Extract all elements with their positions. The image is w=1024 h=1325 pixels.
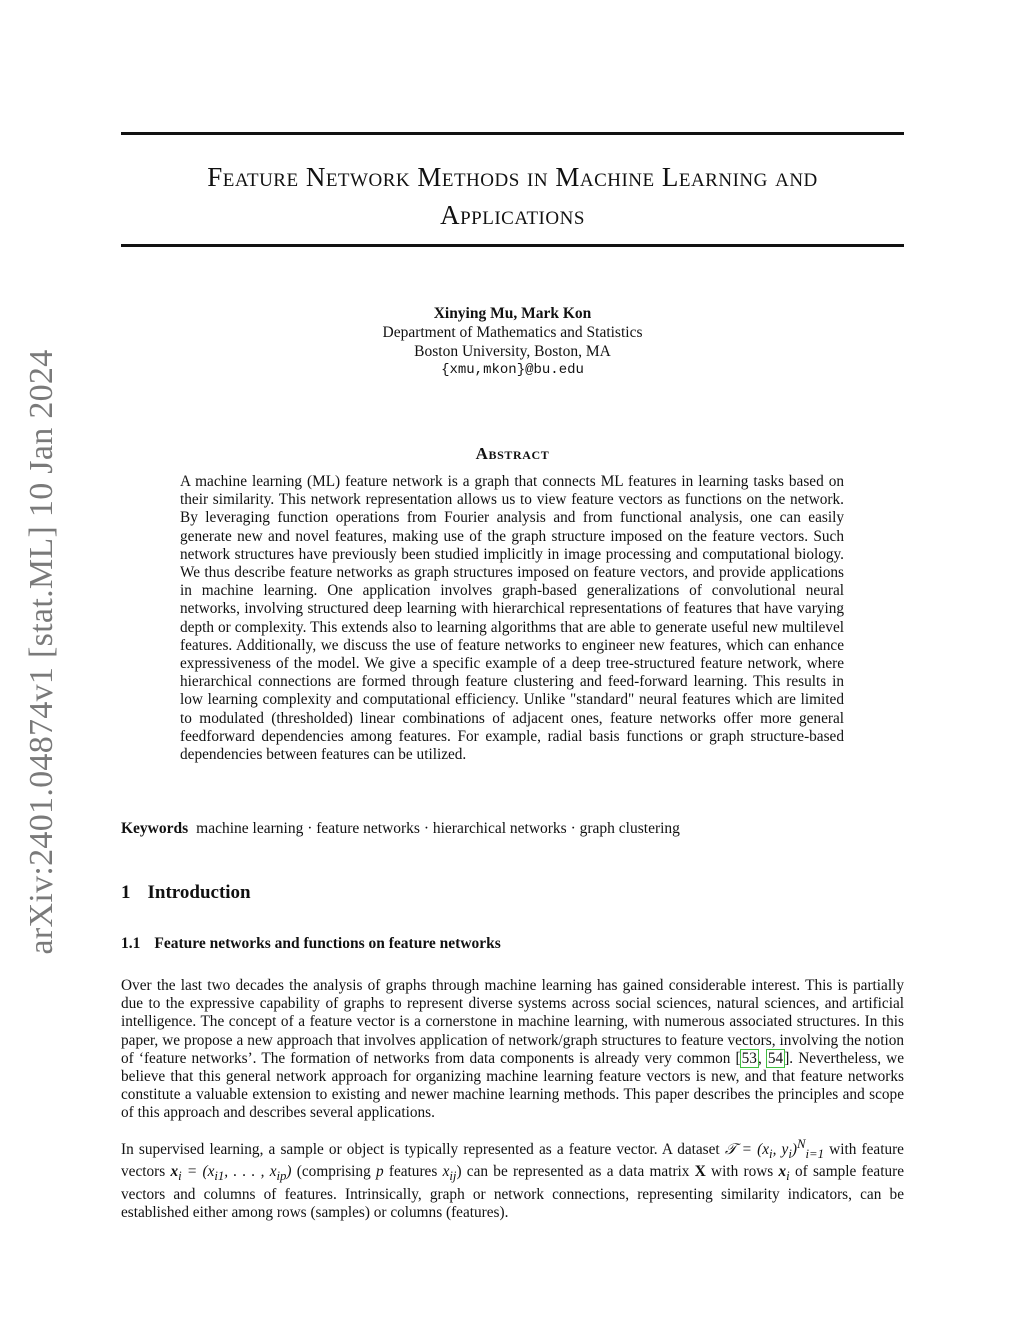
p2-m1b-sub: i [788,1147,792,1162]
author-location: Boston University, Boston, MA [414,343,611,360]
p2-m2b: = (x [181,1163,215,1181]
abstract-heading: Abstract [475,444,550,463]
citation-53[interactable]: 53 [741,1049,757,1067]
arxiv-identifier: arXiv:2401.04874v1 [stat.ML] 10 Jan 2024 [23,349,60,955]
section-title: Introduction [147,882,251,903]
p2-m6-sub: i [786,1169,790,1184]
p2-m1b: , y [772,1141,789,1159]
p2-m1-sub: i [769,1147,773,1162]
p2-m6: x [778,1163,787,1181]
dataset-formula [724,1137,825,1162]
p2-m2d: ) [286,1163,292,1181]
title-bottom-rule [121,244,904,247]
intro-paragraph-2 [121,1135,904,1222]
author-block [121,304,904,380]
p2-text-e: ) can be represented as a data matrix [456,1163,695,1181]
p2-m2b-sub: i1 [214,1169,225,1184]
p2-m2-sub: i [178,1169,182,1184]
subsection-heading [121,935,501,953]
p1-text-a: Over the last two decades the analysis of graphs through machine learning has gained considerable interest. This is partially due to the expressive capability of graphs to represent diverse systems across social sciences, natural sciences, and artificial intelligence. The concept of a feature vector is a cornerstone in machine learning, with numerous associated structures. In this paper, we propose a new approach that involves application of network/graph structures to feature vectors, involving the notion of ‘feature networks’. The formation of networks from data components is already very common [ [121,977,904,1067]
p2-m3: p [375,1163,384,1181]
p2-text-g: of sample feature vectors and columns of features. Intrinsically, graph or network connections, representing similarity indicators, can be established either among rows (samples) or columns (features). [121,1163,905,1221]
author-email: {xmu,mkon}@bu.edu [441,362,584,378]
p2-m2c: , . . . , x [224,1163,277,1181]
keywords-text: machine learning · feature networks · hierarchical networks · graph clustering [196,820,680,837]
paper-title [121,158,904,234]
p2-m5: X [694,1163,706,1181]
p2-m2c-sub: ip [276,1169,287,1184]
p2-text-a: In supervised learning, a sample or object is typically represented as a feature vector. A dataset [121,1141,725,1159]
section-number: 1 [121,882,131,903]
p2-m1c: ) [791,1141,797,1159]
feature-element-formula [442,1163,457,1184]
author-affiliation: Department of Mathematics and Statistics [382,324,643,341]
p2-m2: x [170,1163,179,1181]
p2-m1-sup: N [797,1137,806,1151]
intro-paragraph-1 [121,977,904,1123]
keywords-line [121,820,680,838]
p1-text-b: ]. Nevertheless, we believe that this general network approach for organizing machine learning feature vectors is new, and that feature networks constitute a valuable extension to existing and newer machine learning methods. This paper describes the principles and scope of this approach and describes several applications. [121,1049,904,1122]
p1-sep: , [757,1049,767,1067]
title-line-1: Feature Network Methods in Machine Learning and [207,162,818,192]
author-names: Xinying Mu, Mark Kon [433,305,592,322]
p2-text-f: with rows [705,1163,779,1181]
section-heading-introduction [121,882,251,904]
keywords-label: Keywords [121,820,189,837]
abstract-text: A machine learning (ML) feature network is a graph that connects ML features in learning tasks based on their similarity. This network representation allows us to view feature vectors as functions on the network. By leveraging function operations from Fourier analysis and from functional analysis, one can easily generate new and novel features, making use of the graph structure imposed on the feature vectors. Such network structures have previously been studied implicitly in image processing and computational biology. We thus describe feature networks as graph structures imposed on feature vectors, and provide applications in machine learning. One application involves graph-based generalizations of convolutional neural networks, involving structured deep learning with hierarchical representations of features that have varying depth or complexity. This extends also to learning algorithms that are able to generate useful new multilevel features. Additionally, we discuss the use of feature networks to engineer new features, which can enhance expressiveness of the model. We give a specific example of a deep tree-structured feature network, where hierarchical connections are formed through feature clustering and feed-forward learning. This results in low learning complexity and computational efficiency. Unlike "standard" neural features which are limited to modulated (thresholded) linear combinations of adjacent ones, feature networks offer more general feedforward dependencies among features. For example, radial basis functions or graph structure-based dependencies between features can be utilized. [180,473,844,764]
p2-m1-sub2: i=1 [805,1147,825,1162]
subsection-title: Feature networks and functions on feature networks [154,935,501,952]
title-top-rule [121,132,904,135]
citation-54[interactable]: 54 [767,1049,784,1067]
p2-m4: x [442,1163,450,1181]
p2-m4-sub: ij [449,1169,457,1184]
p2-text-b: with feature vectors [121,1141,904,1181]
row-vector-formula [778,1163,790,1184]
subsection-number: 1.1 [121,935,141,952]
p2-text-d: features [383,1163,443,1181]
title-line-2: Applications [440,200,585,230]
p2-text-c: (comprising [291,1163,376,1181]
p2-m1: 𝒯 = (x [724,1141,770,1159]
feature-vector-formula [170,1163,292,1184]
